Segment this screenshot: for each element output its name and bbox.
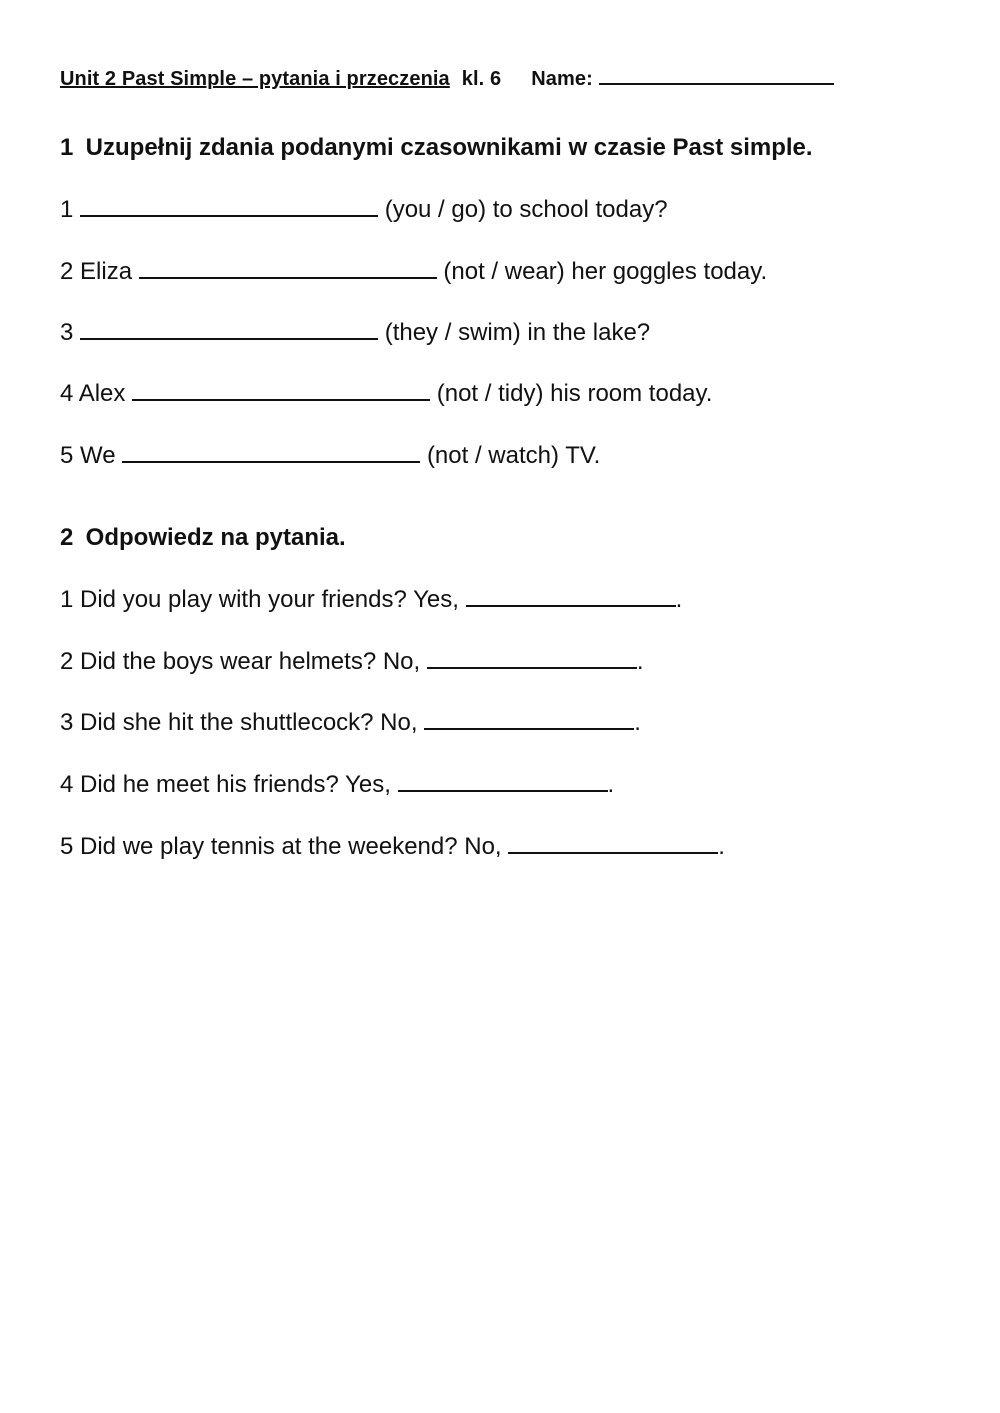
name-blank[interactable] bbox=[599, 68, 834, 91]
exercise-1-item-3 bbox=[60, 319, 650, 347]
item-prefix: 4 Did he meet his friends? Yes, bbox=[60, 771, 391, 798]
item-prefix: 3 bbox=[60, 319, 74, 346]
item-prefix: 1 Did you play with your friends? Yes, bbox=[60, 586, 459, 613]
answer-blank[interactable] bbox=[424, 709, 634, 737]
exercise-2-item-5 bbox=[60, 833, 725, 861]
section-2-number: 2 bbox=[60, 524, 74, 551]
section-1-heading bbox=[60, 134, 813, 162]
answer-blank[interactable] bbox=[398, 771, 608, 799]
item-suffix: . bbox=[636, 648, 644, 675]
exercise-1-item-4 bbox=[60, 380, 712, 408]
exercise-2-item-1 bbox=[60, 586, 682, 614]
item-prefix: 5 We bbox=[60, 442, 116, 469]
answer-blank[interactable] bbox=[80, 196, 378, 224]
item-suffix: (not / tidy) his room today. bbox=[436, 380, 713, 407]
section-1-title: Uzupełnij zdania podanymi czasownikami w czasie Past simple. bbox=[85, 134, 813, 161]
exercise-1-item-2 bbox=[60, 258, 767, 286]
grade-label: kl. 6 bbox=[461, 68, 502, 90]
item-suffix: (not / wear) her goggles today. bbox=[443, 258, 768, 285]
exercise-1-item-5 bbox=[60, 442, 600, 470]
answer-blank[interactable] bbox=[122, 442, 420, 470]
name-label: Name: bbox=[531, 68, 593, 90]
item-suffix: (they / swim) in the lake? bbox=[384, 319, 651, 346]
worksheet-header bbox=[60, 68, 834, 91]
item-suffix: . bbox=[634, 709, 641, 736]
item-prefix: 2 Eliza bbox=[60, 258, 133, 285]
exercise-2-item-2 bbox=[60, 648, 644, 676]
item-prefix: 1 bbox=[60, 196, 74, 223]
answer-blank[interactable] bbox=[466, 586, 676, 614]
worksheet-title: Unit 2 Past Simple – pytania i przeczenia bbox=[60, 68, 450, 90]
exercise-2-item-3 bbox=[60, 709, 641, 737]
exercise-1-item-1 bbox=[60, 196, 668, 224]
answer-blank[interactable] bbox=[508, 833, 718, 861]
exercise-2-item-4 bbox=[60, 771, 614, 799]
item-suffix: (not / watch) TV. bbox=[426, 442, 601, 469]
item-prefix: 5 Did we play tennis at the weekend? No, bbox=[60, 833, 502, 860]
item-suffix: (you / go) to school today? bbox=[384, 196, 668, 223]
answer-blank[interactable] bbox=[132, 380, 430, 408]
item-prefix: 2 Did the boys wear helmets? No, bbox=[60, 648, 421, 675]
answer-blank[interactable] bbox=[139, 258, 437, 286]
answer-blank[interactable] bbox=[427, 648, 637, 676]
section-2-heading bbox=[60, 524, 346, 552]
item-suffix: . bbox=[607, 771, 615, 798]
answer-blank[interactable] bbox=[80, 319, 378, 347]
item-suffix: . bbox=[718, 833, 725, 860]
item-prefix: 3 Did she hit the shuttlecock? No, bbox=[60, 709, 418, 736]
section-1-number: 1 bbox=[60, 134, 74, 161]
section-2-title: Odpowiedz na pytania. bbox=[85, 524, 346, 551]
item-prefix: 4 Alex bbox=[60, 380, 126, 407]
item-suffix: . bbox=[675, 586, 683, 613]
